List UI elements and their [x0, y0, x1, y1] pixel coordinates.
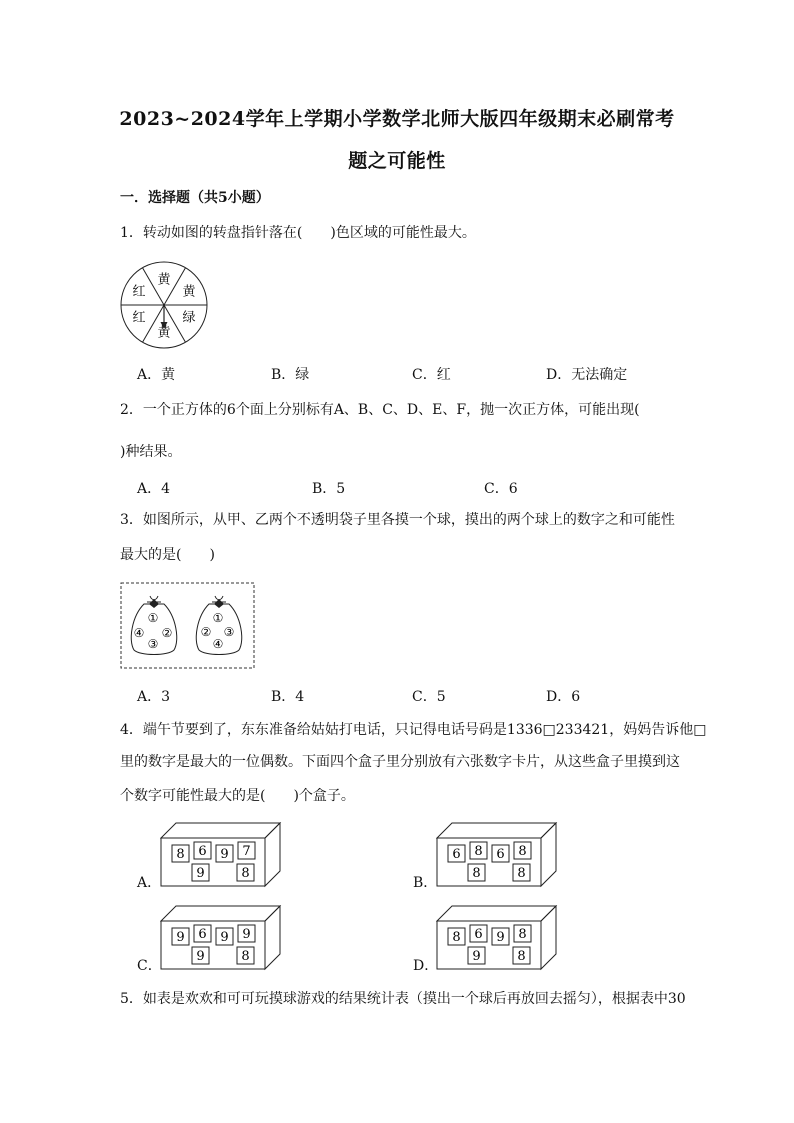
- card: [238, 925, 255, 942]
- q2-stem-line2: )种结果。: [120, 444, 182, 460]
- svg-text:9: 9: [242, 927, 251, 942]
- svg-text:9: 9: [196, 866, 205, 881]
- ball-label: ①: [147, 611, 159, 625]
- card: [237, 947, 254, 964]
- q2-option-b[interactable]: B．5: [312, 481, 346, 497]
- bags-figure: [120, 582, 255, 669]
- card: [448, 928, 465, 945]
- q1-option-b[interactable]: B．绿: [271, 367, 310, 383]
- svg-text:8: 8: [241, 949, 250, 964]
- spinner-figure: [119, 260, 209, 350]
- svg-text:7: 7: [242, 844, 251, 859]
- q4-option-d[interactable]: D．: [413, 958, 439, 974]
- svg-text:8: 8: [241, 866, 250, 881]
- card: [194, 842, 211, 859]
- svg-text:6: 6: [452, 847, 461, 862]
- q3-option-d[interactable]: D．6: [546, 689, 581, 705]
- spinner-label: 红: [132, 310, 146, 326]
- card: [514, 842, 531, 859]
- q3-option-c[interactable]: C．5: [412, 689, 446, 705]
- card: [216, 928, 233, 945]
- spinner-label: 红: [132, 284, 146, 300]
- svg-text:8: 8: [472, 866, 481, 881]
- svg-text:8: 8: [518, 927, 527, 942]
- card-box-c: [160, 905, 282, 971]
- q4-stem-line2: 里的数字是最大的一位偶数。下面四个盒子里分别放有六张数字卡片，从这些盒子里摸到这: [120, 754, 680, 770]
- q3-stem-line1: 3．如图所示，从甲、乙两个不透明袋子里各摸一个球，摸出的两个球上的数字之和可能性: [120, 512, 675, 528]
- svg-text:9: 9: [472, 949, 481, 964]
- card: [216, 845, 233, 862]
- q1-option-d[interactable]: D．无法确定: [546, 367, 628, 383]
- svg-text:8: 8: [518, 844, 527, 859]
- svg-text:8: 8: [474, 844, 483, 859]
- card: [194, 925, 211, 942]
- card-box-b: [436, 822, 558, 888]
- svg-text:9: 9: [196, 949, 205, 964]
- card: [448, 845, 465, 862]
- svg-text:6: 6: [198, 844, 207, 859]
- ball-label: ①: [212, 611, 224, 625]
- card: [492, 845, 509, 862]
- card-box-a: [160, 822, 282, 888]
- svg-text:9: 9: [176, 930, 185, 945]
- card: [237, 864, 254, 881]
- card: [172, 928, 189, 945]
- card: [192, 947, 209, 964]
- svg-text:6: 6: [198, 927, 207, 942]
- card: [172, 845, 189, 862]
- q1-option-c[interactable]: C．红: [412, 367, 451, 383]
- svg-text:6: 6: [496, 847, 505, 862]
- ball-label: ③: [147, 637, 159, 651]
- spinner-label: 绿: [182, 310, 196, 326]
- q4-option-b[interactable]: B．: [413, 875, 438, 891]
- card: [470, 925, 487, 942]
- card: [238, 842, 255, 859]
- spinner-label: 黄: [157, 272, 171, 288]
- svg-text:8: 8: [517, 949, 526, 964]
- q1-stem: 1．转动如图的转盘指针落在( )色区域的可能性最大。: [120, 225, 476, 241]
- card: [192, 864, 209, 881]
- card-box-d: [436, 905, 558, 971]
- card: [492, 928, 509, 945]
- q2-stem-line1: 2．一个正方体的6个面上分别标有A、B、C、D、E、F，抛一次正方体，可能出现(: [120, 402, 640, 418]
- card: [513, 947, 530, 964]
- page-title-line1: 2023~2024学年上学期小学数学北师大版四年级期末必刷常考: [119, 108, 675, 130]
- svg-text:9: 9: [220, 930, 229, 945]
- q3-option-b[interactable]: B．4: [271, 689, 305, 705]
- page-title-line2: 题之可能性: [348, 150, 446, 172]
- ball-label: ④: [212, 637, 224, 651]
- q1-option-a[interactable]: A．黄: [137, 367, 176, 383]
- svg-text:6: 6: [474, 927, 483, 942]
- svg-text:8: 8: [176, 847, 185, 862]
- q4-option-a[interactable]: A．: [137, 875, 162, 891]
- spinner-label: 黄: [157, 325, 171, 341]
- ball-label: ②: [200, 625, 212, 639]
- svg-text:8: 8: [517, 866, 526, 881]
- card: [513, 864, 530, 881]
- q2-option-c[interactable]: C．6: [484, 481, 518, 497]
- q4-stem-line3: 个数字可能性最大的是( )个盒子。: [120, 788, 355, 804]
- card: [468, 947, 485, 964]
- section-heading: 一．选择题（共5小题）: [120, 190, 270, 206]
- q2-option-a[interactable]: A．4: [137, 481, 171, 497]
- ball-label: ②: [161, 626, 173, 640]
- q3-option-a[interactable]: A．3: [137, 689, 171, 705]
- svg-text:9: 9: [496, 930, 505, 945]
- card: [514, 925, 531, 942]
- q4-stem-line1: 4．端午节要到了，东东准备给姑姑打电话，只记得电话号码是1336□233421，妈妈告诉他□: [120, 722, 707, 738]
- card: [468, 864, 485, 881]
- bag-2: [196, 596, 242, 655]
- svg-text:9: 9: [220, 847, 229, 862]
- svg-text:8: 8: [452, 930, 461, 945]
- q5-stem-line1: 5．如表是欢欢和可可玩摸球游戏的结果统计表（摸出一个球后再放回去摇匀），根据表中30: [120, 991, 686, 1007]
- bag-1: [131, 596, 177, 655]
- q4-option-c[interactable]: C．: [137, 958, 162, 974]
- card: [470, 842, 487, 859]
- ball-label: ④: [133, 626, 145, 640]
- spinner-label: 黄: [182, 284, 196, 300]
- ball-label: ③: [223, 625, 235, 639]
- q3-stem-line2: 最大的是( ): [120, 547, 215, 563]
